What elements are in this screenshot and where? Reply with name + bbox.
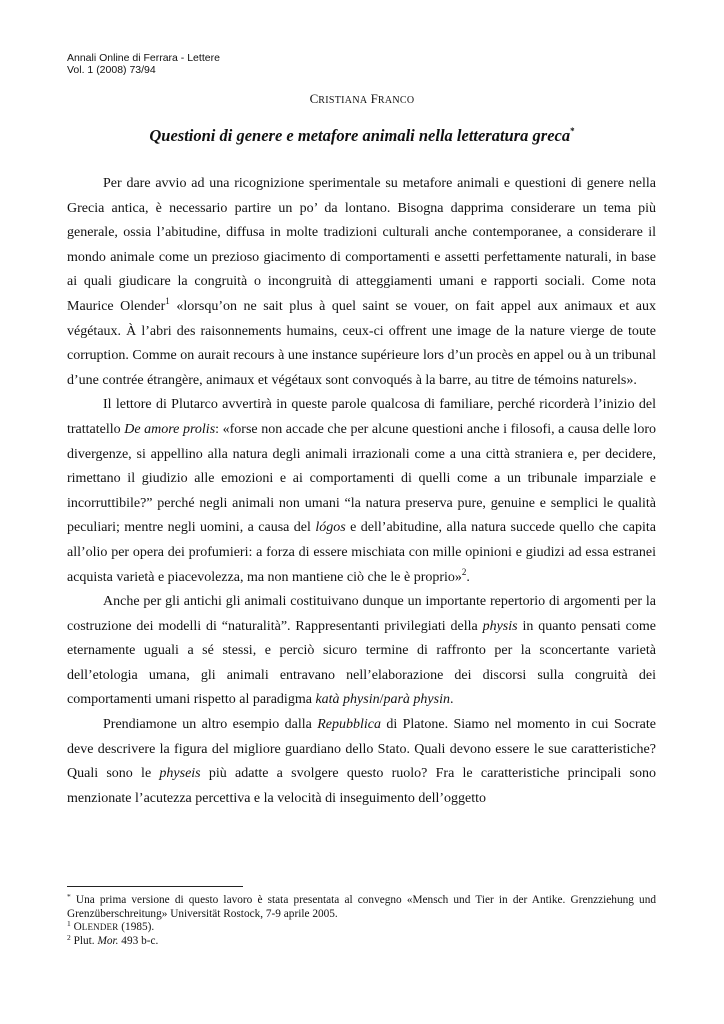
p4-text-b: di Platone. Siamo nel momento in cui Socrate deve descrivere la figura del migliore guardiano dello Stato. Quali devono essere le sue caratteristiche? Quali sono le (67, 717, 656, 782)
p2-term: lógos (315, 520, 346, 536)
p4-text-c: più adatte a svolgere questo ruolo? Fra le caratteristiche principali sono menzionate l’acutezza percettiva e la velocità di inseguimento dell’oggetto (67, 766, 656, 806)
footnote-1-author-initial: O (73, 921, 82, 934)
footnote-1-text: (1985). (118, 921, 155, 934)
p3-text-c: . (449, 692, 454, 708)
footnote-2-mark: 2 (67, 932, 71, 942)
author-last-rest: RANCO (377, 95, 415, 106)
p4-term-physeis: physeis (159, 766, 201, 782)
footnote-1-author-rest: LENDER (81, 922, 119, 933)
footnote-2-text-a: Plut. (70, 934, 98, 947)
p3-term-para-physin: parà physin (383, 692, 450, 708)
title-footnote-mark: * (570, 126, 575, 136)
footnote-star (67, 894, 656, 921)
author-name (0, 91, 724, 108)
p1-text-a: Per dare avvio ad una ricognizione sperimentale su metafore animali e questioni di genere nella Grecia antica, è necessario partire un po’ da lontano. Bisogna dapprima considerare un tema più generale, ossia l’abitudine, diffusa in molte tradizioni culturali anche contemporanee, a considerare il mondo animale come un prezioso giacimento di comportamenti e assetti perfettamente naturali, in base ai quali giudicare la congruità o incongruità di atteggiamenti umani e rapporti sociali. Come nota Maurice Olender (67, 176, 656, 314)
p3-separator: / (379, 692, 384, 708)
p3-term-kata-physin: katà physin (315, 692, 380, 708)
footnote-ref-2: 2 (461, 566, 467, 577)
p3-text-a: Anche per gli antichi gli animali costituivano dunque un importante repertorio di argomenti per la costruzione dei modelli di “naturalità”. Rappresentanti privilegiati della (67, 594, 656, 634)
p2-text-d: . (466, 569, 470, 585)
footnotes (67, 894, 656, 948)
body-text (67, 172, 656, 811)
p2-text-a: Il lettore di Plutarco avvertirà in queste parole qualcosa di familiare, perché ricorderà l’inizio del trattatello (67, 397, 656, 437)
footnote-star-mark: * (67, 892, 71, 901)
p3-text-b: in quanto pensati come eternamente uguali a sé stessi, e perciò sicuro termine di raffronto per la sconcertante varietà dell’etologia umana, gli animali entravano nell’elaborazione dei discorsi sulla congruità dei comportamenti umani rispetto al paradigma (67, 618, 657, 708)
p4-work-title: Repubblica (317, 717, 381, 733)
footnote-2-text-b: 493 b-c. (118, 934, 159, 947)
footnote-divider (67, 886, 243, 887)
p2-text-b: : «forse non accade che per alcune questioni anche i filosofi, a causa delle loro divergenze, si appellino alla natura degli animali irrazionali come a una città straniera e, per decidere, rimettano il giudizio alle emozioni e ai comportamenti di quelli come a un tribunale imparziale e incorruttibile?” perché negli animali non umani “la natura preserva pure, genuine e semplici le qualità peculiari; mentre negli uomini, a causa del (67, 421, 656, 536)
footnote-ref-1: 1 (165, 295, 170, 306)
paragraph-1 (67, 172, 656, 393)
footnote-1-mark: 1 (67, 919, 71, 929)
p4-text-a: Prendiamone un altro esempio dalla (103, 717, 318, 733)
paragraph-4 (67, 713, 656, 811)
journal-name: Annali Online di Ferrara - Lettere (67, 52, 220, 64)
author-first-rest: RISTIANA (318, 95, 368, 106)
volume-info: Vol. 1 (2008) 73/94 (67, 64, 156, 76)
footnote-2-work: Mor. (97, 934, 119, 947)
author-first-initial: C (309, 91, 319, 106)
paragraph-2 (67, 393, 656, 590)
title-text: Questioni di genere e metafore animali nella letteratura greca (149, 126, 571, 145)
author-last-initial: F (370, 91, 378, 106)
footnote-2 (67, 932, 656, 949)
paragraph-3 (67, 590, 656, 713)
running-head (67, 52, 220, 76)
p2-work-title: De amore prolis (124, 421, 216, 437)
p2-text-c: e dell’abitudine, alla natura succede quello che capita all’olio per opera dei profumieri: a forza di essere mischiata con mille opinioni e giudizi ad essa estranei acquista varietà e piacevolezza, ma non mantiene ciò che le è proprio» (67, 520, 656, 585)
footnote-star-text: Una prima versione di questo lavoro è stata presentata al convegno «Mensch und Tier in der Antike. Grenzziehung und Grenzüberschreitung» Universität Rostock, 7-9 aprile 2005. (67, 894, 656, 920)
p3-term-physis: physis (482, 618, 518, 634)
footnote-1 (67, 921, 656, 935)
p1-text-b: «lorsqu’on ne sait plus à quel saint se vouer, on fait appel aux animaux et aux végétaux. À l’abri des raisonnements humains, ceux-ci offrent une image de la nature vierge de toute corruption. Comme on aurait recours à une instance supérieure lors d’un procès en appel ou à un tribunal d’une contrée étrangère, animaux et végétaux sont convoqués à la barre, au titre de témoins naturels». (67, 298, 657, 388)
paper-title (60, 126, 664, 146)
